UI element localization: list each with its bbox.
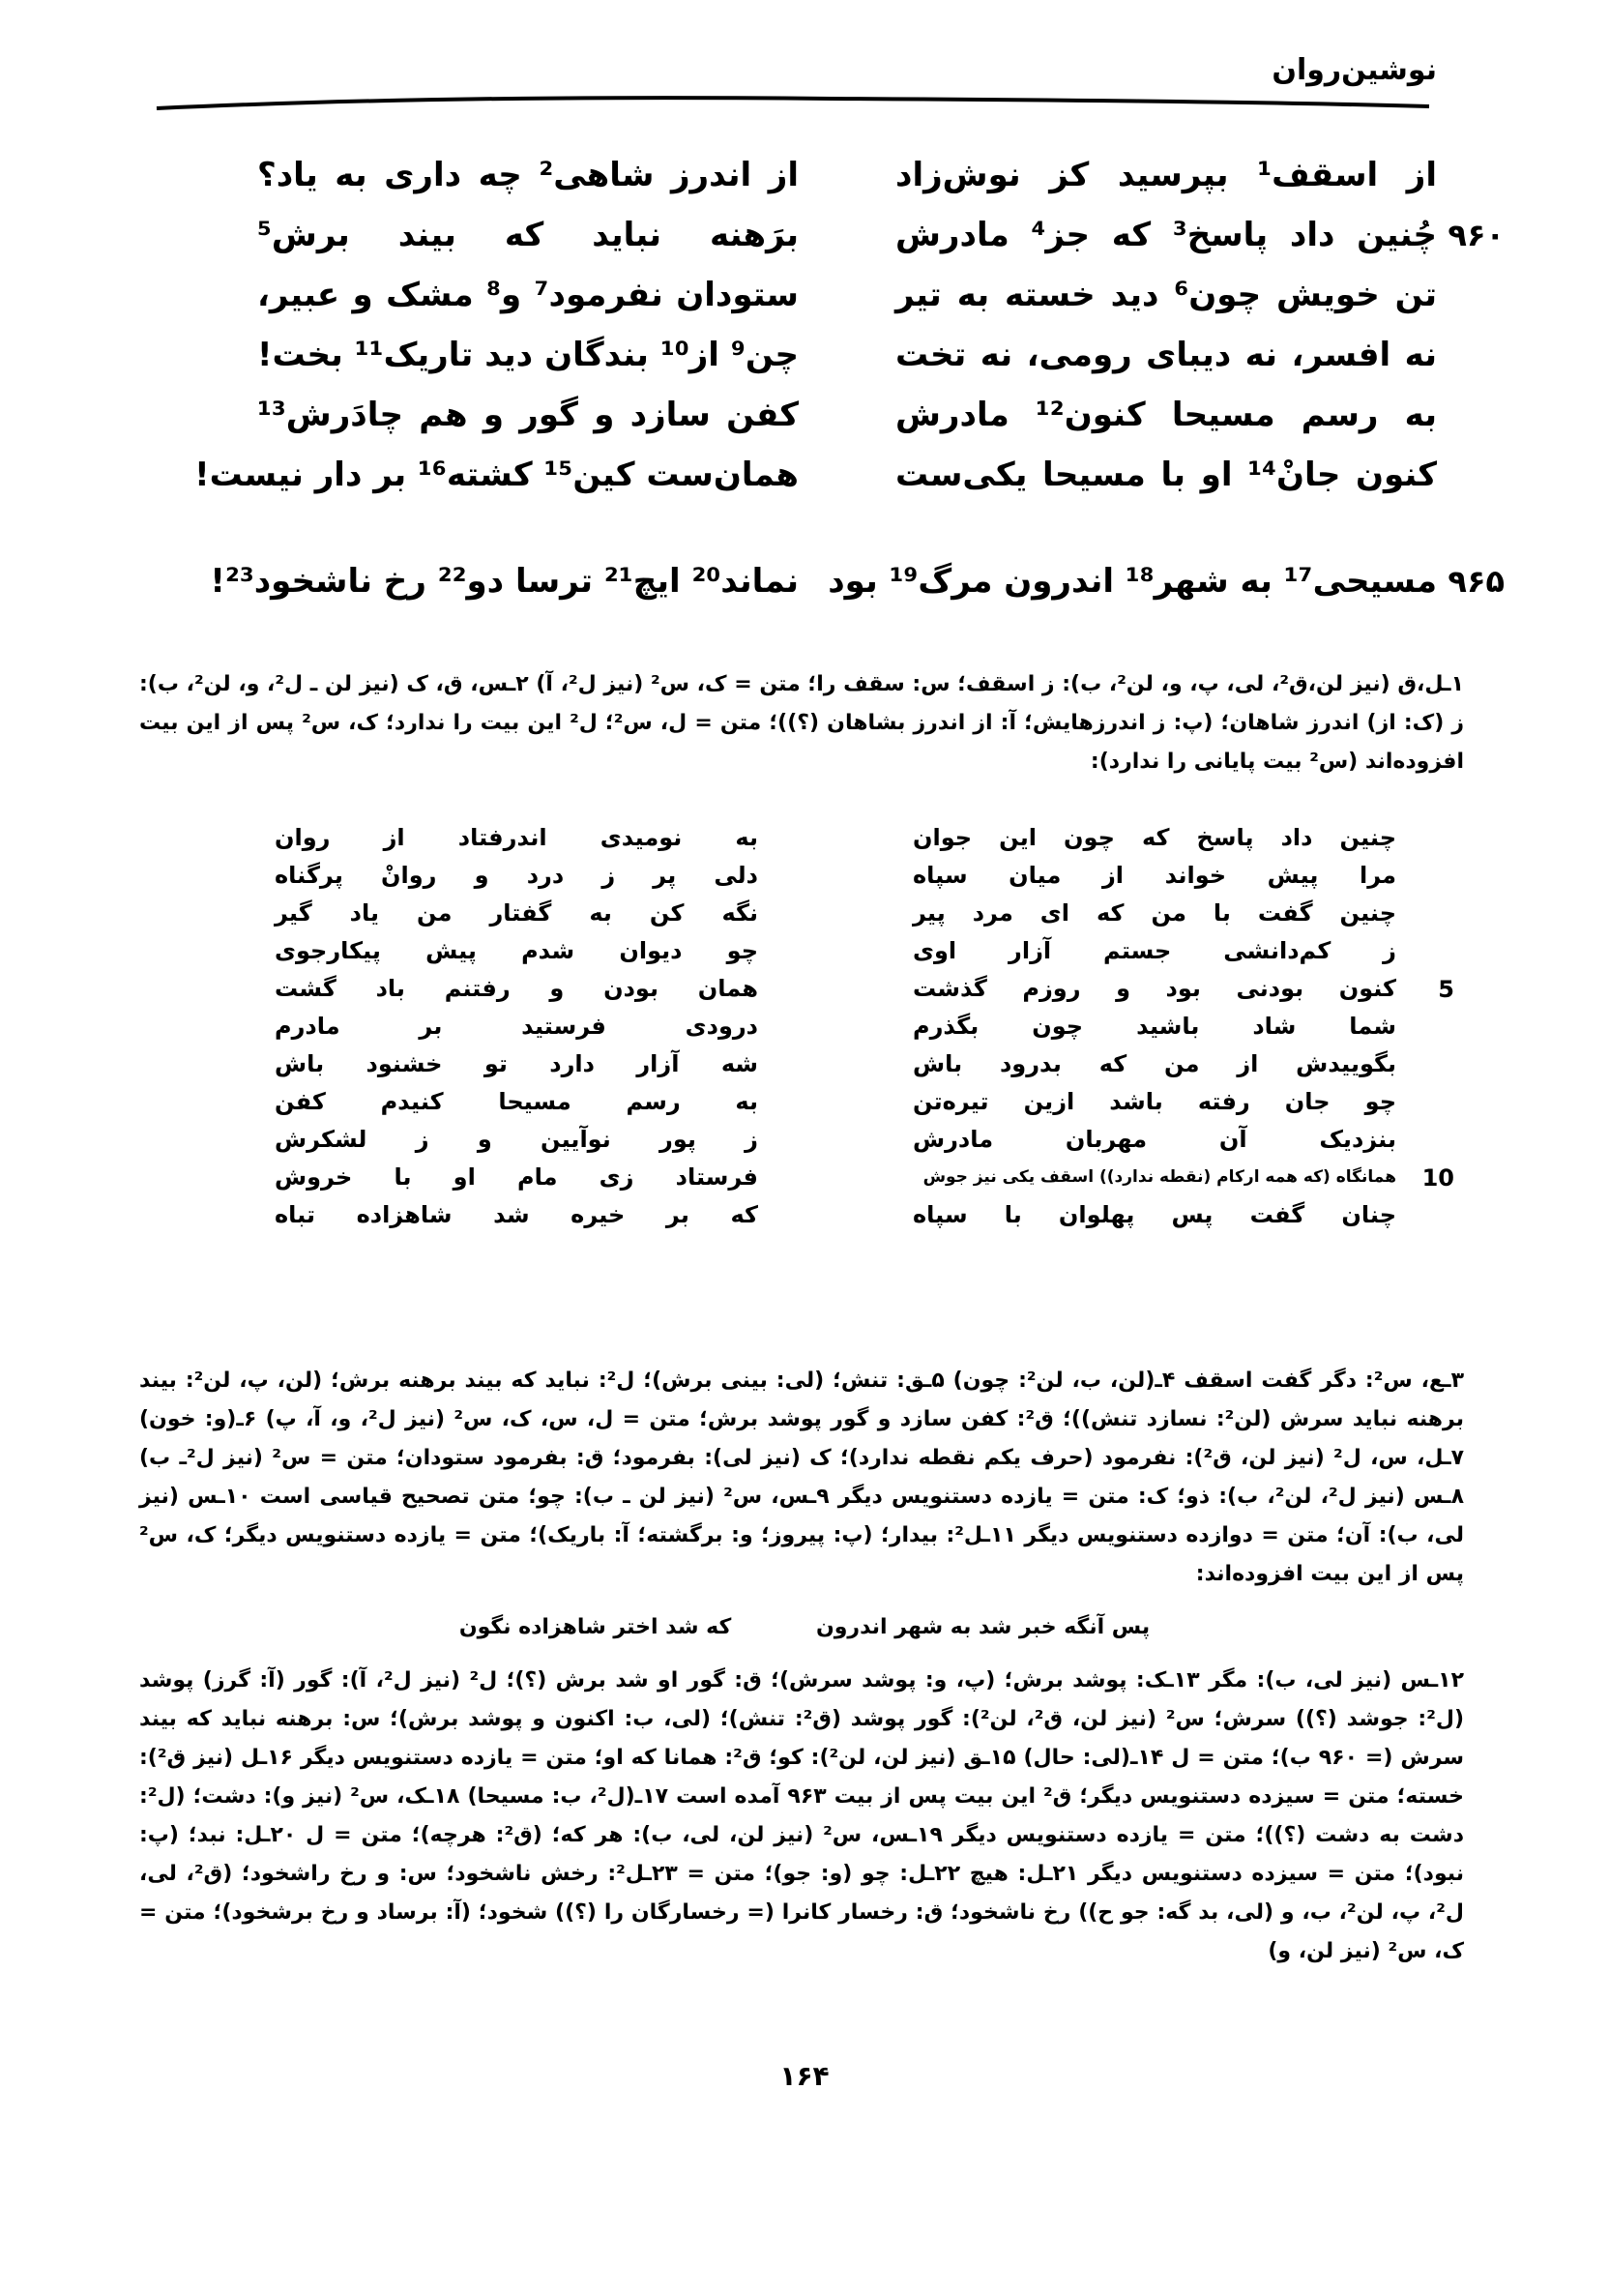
added-verse-row	[197, 895, 1396, 932]
second-hemistich: کفن سازد و گور و هم چادَرش¹³	[257, 396, 799, 434]
added-verse-row	[197, 857, 1396, 895]
interpolated-verse	[0, 1615, 1609, 1639]
first-hemistich: مسیحی¹⁷ به شهر¹⁸ اندرون مرگ¹⁹ بود	[828, 562, 1437, 601]
second-hemistich: برَهنه نباید که بیند برش⁵	[257, 216, 799, 254]
added-verse-row	[197, 1196, 1396, 1234]
first-hemistich: کنون بودنی بود و روزم گذشت	[913, 975, 1396, 1002]
page-number: ۱۶۴	[779, 2060, 830, 2092]
second-hemistich: دلی پر ز درد و روانْ پرگناه	[275, 862, 758, 889]
first-hemistich: همانگاه (که همه ارکام (نقطه ندارد)) اسقف یکی نیز جوش	[922, 1167, 1396, 1187]
first-hemistich: بگوییدش از من که بدرود باش	[913, 1050, 1396, 1077]
second-hemistich: چو دیوان شدم پیش پیکارجوی	[275, 937, 758, 964]
first-hemistich: بنزدیک آن مهربان مادرش	[913, 1126, 1396, 1153]
second-hemistich: نگه کن به گفتار من یاد گیر	[275, 899, 758, 927]
second-hemistich: از اندرز شاهی² چه داری به یاد؟	[257, 156, 799, 194]
second-hemistich: درودی فرستید بر مادرم	[275, 1013, 758, 1040]
second-hemistich: ز پور نوآیین و ز لشکرش	[275, 1126, 758, 1153]
added-verse-row	[197, 1045, 1396, 1083]
added-verse-row	[197, 1159, 1454, 1196]
second-hemistich: ستودان نفرمود⁷ و⁸ مشک و عبیر،	[257, 276, 799, 314]
verse-row	[180, 325, 1437, 385]
first-hemistich: چنین داد پاسخ که چون این جوان	[913, 824, 1396, 851]
added-verses	[197, 819, 1454, 1234]
first-hemistich: نه افسر، نه دیبای رومی، نه تخت	[895, 336, 1437, 374]
first-hemistich: ز کم‌دانشی جستم آزار اوی	[913, 937, 1396, 964]
main-verses	[180, 145, 1505, 611]
first-hemistich: چُنین داد پاسخ³ که جز⁴ مادرش	[895, 216, 1437, 254]
added-verse-row	[197, 1008, 1396, 1045]
apparatus-notes-1: ۱ـل،ق (نیز لن،ق²، لی، پ، و، لن²، ب): ز اسقف؛ س: سقف را؛ متن = ک، س² (نیز ل²، آ) ۲ـس، ق، ک (نیز لن ـ ل²، و، لن²، ب): ز (ک: از) اندرز شاهان؛ (پ: ز اندرزهایش؛ آ: از اندرز بشاهان (؟))؛ متن = ل، س²؛ ل² این بیت را ندارد؛ ک، س² پس از این بیت افزوده‌اند (س² بیت پایانی را ندارد):	[139, 672, 1465, 774]
added-verse-row	[197, 819, 1396, 857]
second-hemistich: که شد اختر شاهزاده نگون	[458, 1615, 732, 1639]
added-verse-row	[197, 970, 1454, 1008]
second-hemistich: همان‌ست کین¹⁵ کشته¹⁶ بر دار نیست!	[194, 456, 799, 494]
first-hemistich: کنون جانْ¹⁴ او با مسیحا یکی‌ست	[895, 456, 1437, 494]
running-title: نوشین‌روان	[1272, 53, 1437, 87]
apparatus-notes-3: ۱۲ـس (نیز لی، ب): مگر ۱۳ـک: پوشد برش؛ (پ، و: پوشد سرش)؛ ق: گور او شد برش (؟)؛ ل² (نیز ل²، آ): گور (آ: گرز) پوشد (ل²: جوشد (؟)) سرش؛ س² (نیز لن، ق²، لن²): گور پوشد (ق²: تنش)؛ (لی، ب: اکنون و پوشد برش)؛ س: برهنه نباید که بیند سرش (= ۹۶۰ ب)؛ متن = ل ۱۴ـ(لی: حال) ۱۵ـق (نیز لن، لن²): کو؛ ق²: همانا که او؛ متن = یازده دستنویس دیگر ۱۶ـل (نیز ق²): خسته؛ متن = سیزده دستنویس دیگر؛ ق² این بیت پس از بیت ۹۶۳ آمده است ۱۷ـ(ل²، ب: مسیحا) ۱۸ـک، س² (نیز و): دشت؛ (ل²: دشت به دشت (؟))؛ متن = یازده دستنویس دیگر ۱۹ـس، س² (نیز لن، لی، ب): هر که؛ (ق²: هرچه)؛ متن = ل ۲۰ـل: نبد؛ (پ: نبود)؛ متن = سیزده دستنویس دیگر ۲۱ـل: هیچ ۲۲ـل: چو (و: جو)؛ متن = ۲۳ـل²: رخش ناشخود؛ س: و رخ راشخود؛ (ق²، لی، ل²، پ، لن²، ب، و (لی، بد گه: جو ح)) رخ ناشخود؛ ق: رخسار کانرا (= رخسارگان را (؟)) شخود؛ (آ: برساد و رخ برشخود)؛ متن = ک، س² (نیز لن، و)	[139, 1668, 1465, 1963]
first-hemistich: به رسم مسیحا کنون¹² مادرش	[895, 396, 1437, 434]
added-verse-row	[197, 1121, 1396, 1159]
second-hemistich: همان بودن و رفتنم باد گشت	[275, 975, 758, 1002]
second-hemistich: فرستاد زی مام او با خروش	[275, 1163, 758, 1191]
added-verse-row	[197, 1083, 1396, 1121]
first-hemistich: تن خویش چون⁶ دید خسته به تیر	[895, 276, 1437, 314]
verse-row	[180, 445, 1437, 505]
verse-number: 5	[1438, 975, 1454, 1003]
added-verse-row	[197, 932, 1396, 970]
header-rule	[155, 93, 1431, 110]
second-hemistich: چن⁹ از¹⁰ بندگان دید تاریک¹¹ بخت!	[257, 336, 799, 374]
verse-row	[180, 205, 1505, 265]
second-hemistich: که بر خیره شد شاهزاده تباه	[275, 1201, 758, 1228]
first-hemistich: چو جان رفته باشد ازین تیره‌تن	[913, 1088, 1396, 1115]
verse-row	[180, 265, 1437, 325]
apparatus-notes-2: ۳ـع، س²: دگر گفت اسقف ۴ـ(لن، ب، لن²: چون) ۵ـق: تنش؛ (لی: بینی برش)؛ ل²: نباید که بیند برهنه برش؛ (لن، پ، لن²: بیند برهنه نباید سرش (لن²: نسازد تنش))؛ ق²: کفن سازد و گور پوشد برش؛ متن = ل، س، ک، س² (نیز ل²، و، آ، پ) ۶ـ(و: خون) ۷ـل، س، ل² (نیز لن، ق²): نفرمود (حرف یکم نقطه ندارد)؛ ک (نیز لی): بفرمود؛ ق: بفرمود ستودان؛ متن = س² (نیز ل²ـ ب) ۸ـس (نیز ل²، لن²، ب): ذو؛ ک: متن = یازده دستنویس دیگر ۹ـس، س² (نیز لن ـ ب): چو؛ متن تصحیح قیاسی است ۱۰ـس (نیز لی، ب): آن؛ متن = دوازده دستنویس دیگر ۱۱ـل²: بیدار؛ (پ: پیروز؛ و: برگشته؛ آ: باریک)؛ متن = یازده دستنویس دیگر؛ ک، س² پس از این بیت افزوده‌اند:	[139, 1369, 1465, 1586]
verse-row	[180, 385, 1437, 445]
verse-row	[180, 551, 1505, 611]
verse-number: ۹۶۵	[1448, 563, 1505, 600]
first-hemistich: مرا پیش خواند از میان سپاه	[913, 862, 1396, 889]
first-hemistich: پس آنگه خبر شد به شهر اندرون	[815, 1615, 1151, 1639]
second-hemistich: به نومیدی اندرفتاد از روان	[275, 824, 758, 851]
second-hemistich: نماند²⁰ ایچ²¹ ترسا دو²² رخ ناشخود²³!	[210, 562, 799, 601]
verse-number: 10	[1421, 1163, 1454, 1192]
first-hemistich: چنان گفت پس پهلوان با سپاه	[913, 1201, 1396, 1228]
second-hemistich: به رسم مسیحا کنیدم کفن	[275, 1088, 758, 1115]
verse-number: ۹۶۰	[1448, 217, 1505, 253]
first-hemistich: شما شاد باشید چون بگذرم	[913, 1013, 1396, 1040]
first-hemistich: چنین گفت با من که ای مرد پیر	[913, 899, 1396, 927]
second-hemistich: شه آزار دارد تو خشنود باش	[275, 1050, 758, 1077]
verse-row	[180, 145, 1437, 205]
first-hemistich: از اسقف¹ بپرسید کز نوش‌زاد	[895, 156, 1438, 194]
